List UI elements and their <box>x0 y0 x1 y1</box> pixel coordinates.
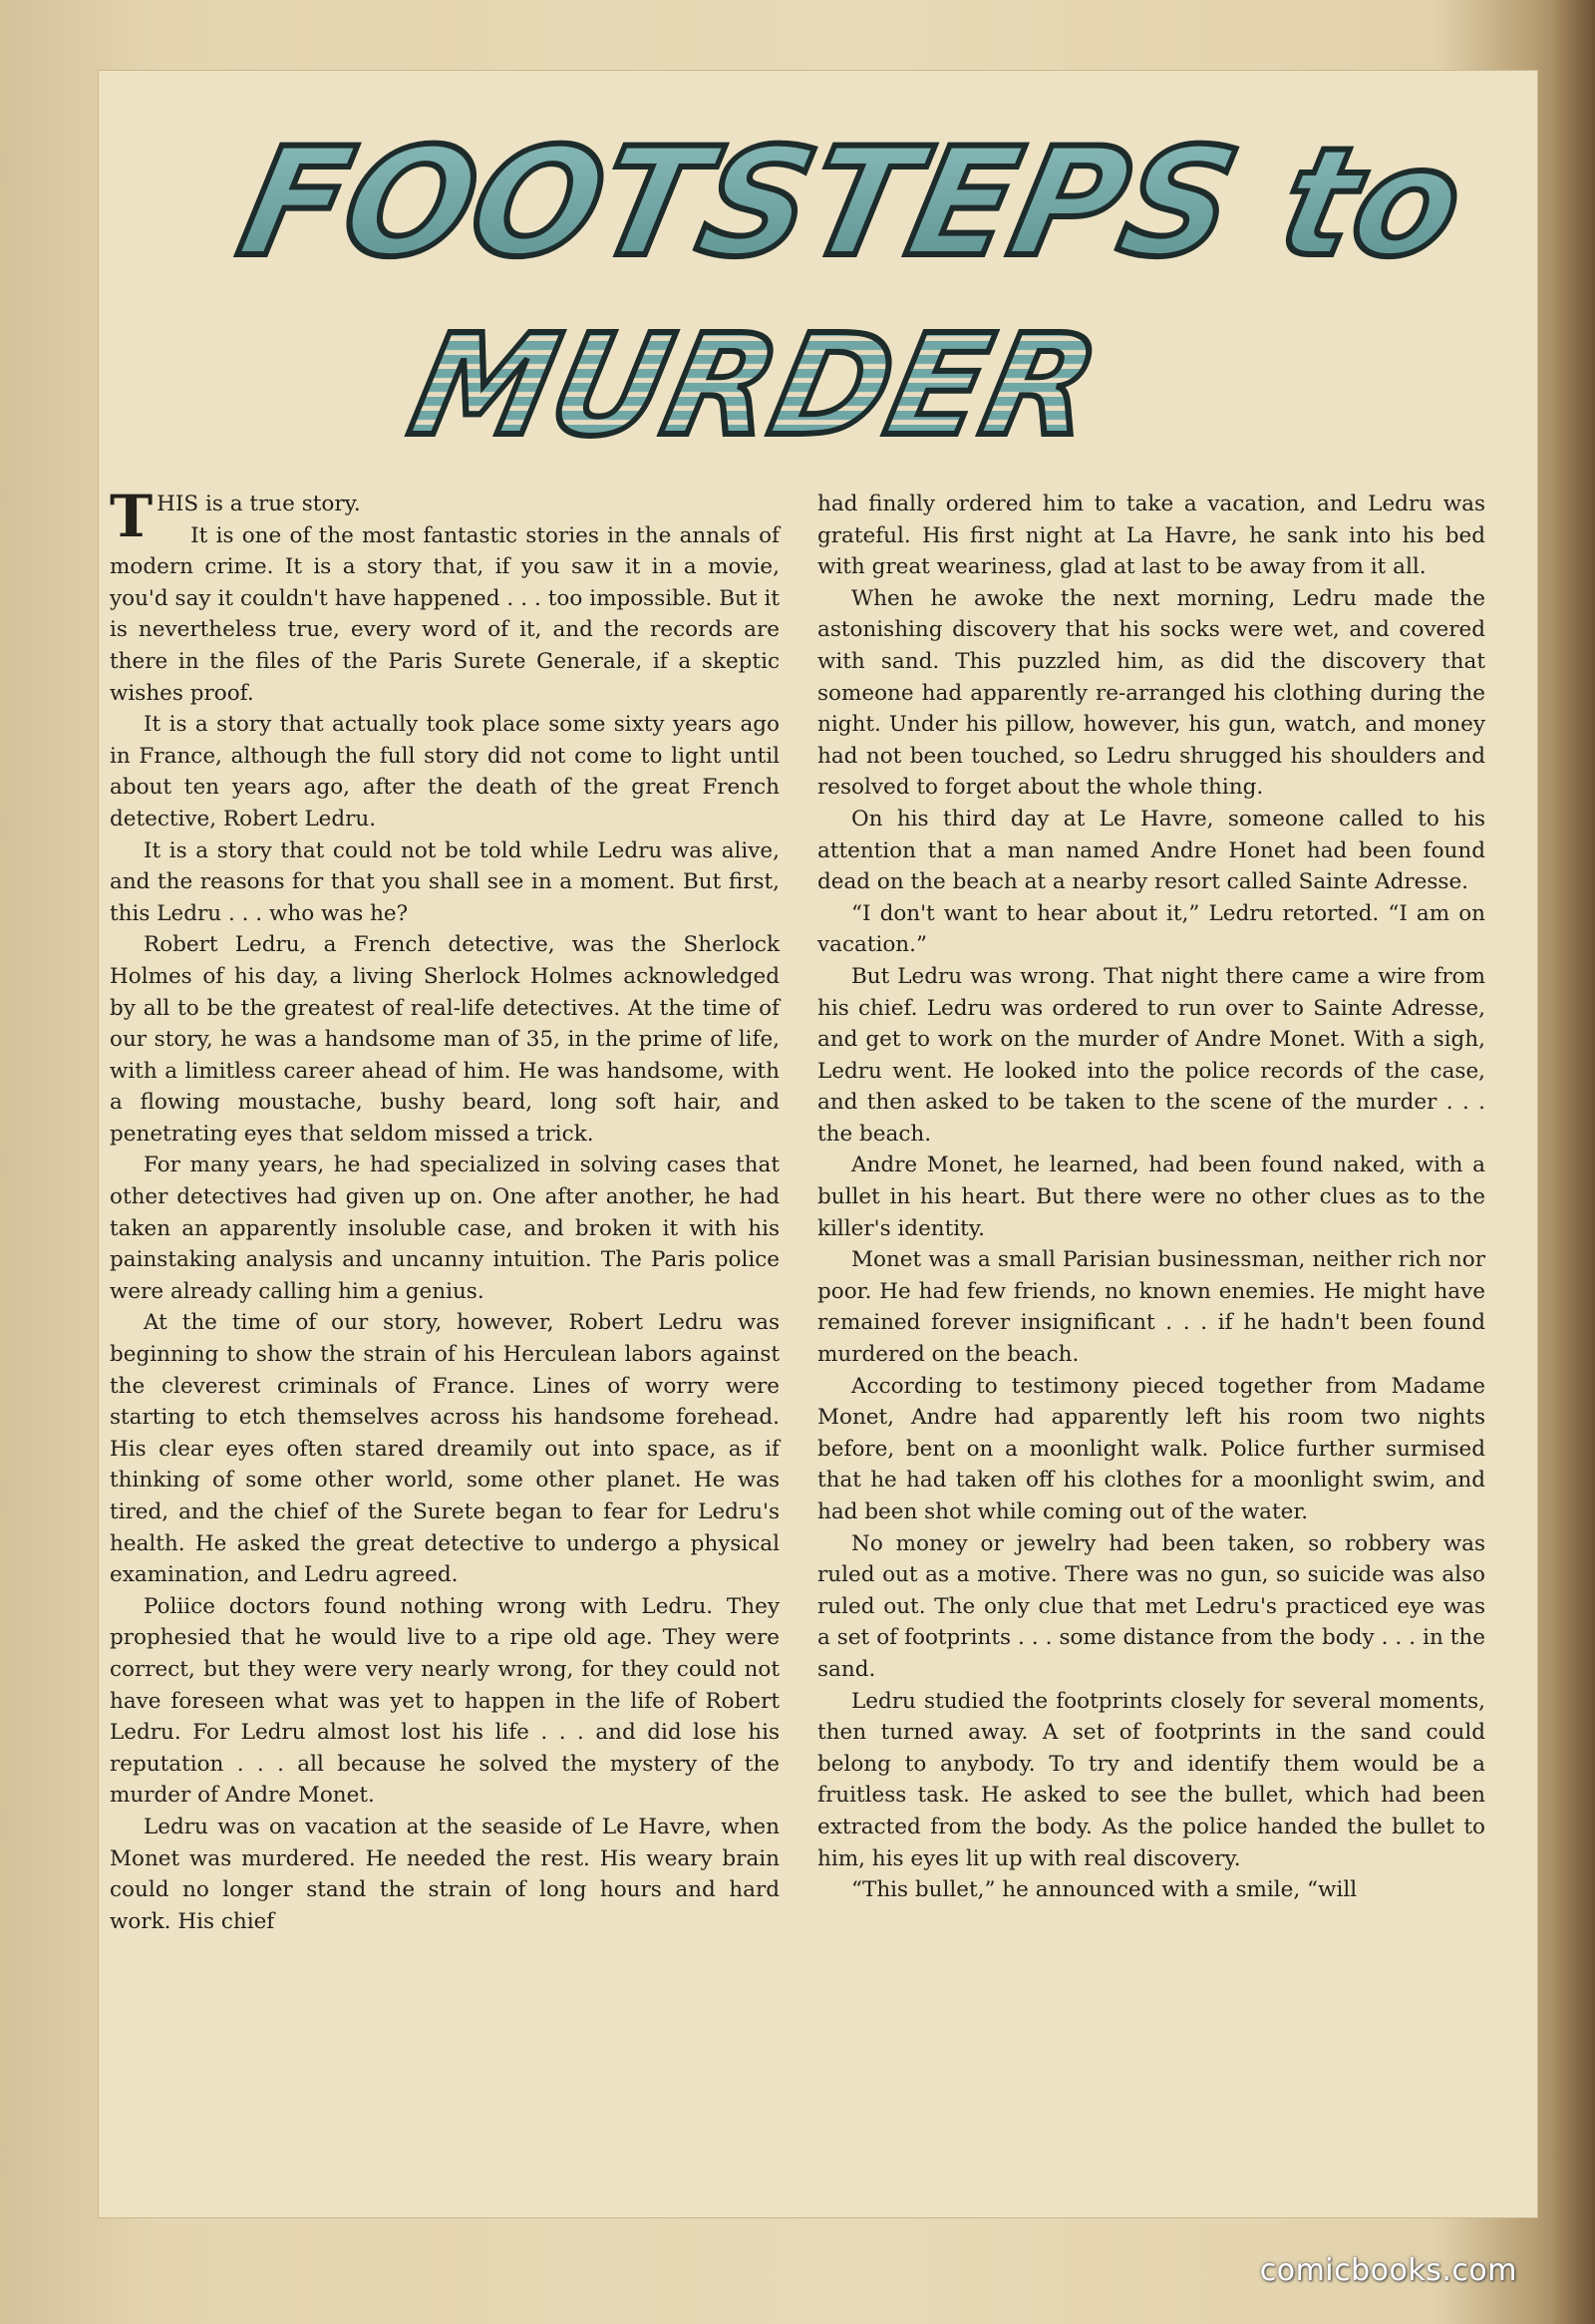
paragraph: Monet was a small Parisian businessman, neither rich nor poor. He had few friends, no known enemies. He might have remained forever insignificant . . . if he hadn't been found murdered on the beach. <box>817 1247 1485 1368</box>
paragraph: Robert Ledru, a French detective, was the Sherlock Holmes of his day, a living Sherlock Holmes acknowledged by all to be the greatest of real-life detectives. At the time of our story, he was a handsome man of 35, in the prime of life, with a limitless career ahead of him. He was handsome, with a flowing moustache, bushy beard, long soft hair, and penetrating eyes that seldom missed a trick. <box>110 932 780 1147</box>
paragraph: At the time of our story, however, Robert Ledru was beginning to show the strain of his Herculean labors against the cleverest criminals of France. Lines of worry were starting to etch themselves across his handsome forehead. His clear eyes often stared dreamily out into space, as if thinking of some other world, some other planet. He was tired, and the chief of the Surete began to fear for Ledru's health. He asked the great detective to undergo a physical examination, and Ledru agreed. <box>110 1310 780 1588</box>
paragraph: But Ledru was wrong. That night there came a wire from his chief. Ledru was ordered to run over to Sainte Adresse, and get to work on the murder of Andre Monet. With a sigh, Ledru went. He looked into the police records of the case, and then asked to be taken to the scene of the murder . . . the beach. <box>817 963 1485 1147</box>
paragraph: Poliice doctors found nothing wrong with Ledru. They prophesied that he would live to a ripe old age. They were correct, but they were very nearly wrong, for they could not have foreseen what was yet to happen in the life of Robert Ledru. For Ledru almost lost his life . . . and did lose his reputation . . . all because he solved the mystery of the murder of Andre Monet. <box>110 1593 780 1809</box>
left-text-column <box>110 483 780 1937</box>
paragraph: “I don't want to hear about it,” Ledru retorted. “I am on vacation.” <box>817 900 1485 958</box>
continued-paragraph: had finally ordered him to take a vacation, and Ledru was grateful. His first night at La Havre, he sank into his bed with great weariness, glad at last to be away from it all. <box>817 492 1485 580</box>
title-line-1: FOOTSTEPS to <box>226 115 1478 290</box>
paragraph: No money or jewelry had been taken, so robbery was ruled out as a motive. There was no gun, so suicide was also ruled out. The only clue that met Ledru's practiced eye was a set of footprints . . . some distance from the body . . . in the sand. <box>817 1530 1485 1682</box>
paragraph: For many years, he had specialized in solving cases that other detectives had given up on. One after another, he had taken an apparently insoluble case, and broken it with his painstaking analysis and uncanny intuition. The Paris police were already calling him a genius. <box>110 1153 780 1304</box>
paragraph: Ledru studied the footprints closely for several moments, then turned away. A set of footprints in the sand could belong to anybody. To try and identify them would be a fruitless task. He asked to see the bullet, which had been extracted from the body. As the police handed the bullet to him, his eyes lit up with real discovery. <box>817 1688 1485 1871</box>
paragraph: “This bullet,” he announced with a smile, “will <box>851 1877 1358 1903</box>
page-spine <box>1553 0 1595 2324</box>
paragraph: On his third day at Le Havre, someone called to his attention that a man named Andre Honet had been found dead on the beach at a nearby resort called Sainte Adresse. <box>817 806 1485 895</box>
right-text-column <box>817 489 1485 1906</box>
paragraph: It is a story that could not be told while Ledru was alive, and the reasons for that you shall see in a moment. But first, this Ledru . . . who was he? <box>110 837 780 926</box>
opening-paragraph: THIS is a true story. <box>110 483 361 550</box>
paragraph: Ledru was on vacation at the seaside of Le Havre, when Monet was murdered. He needed the rest. His weary brain could no longer stand the strain of long hours and hard work. His chief <box>110 1814 780 1934</box>
drop-cap: T <box>110 483 154 550</box>
paragraph: It is one of the most fantastic stories in the annals of modern crime. It is a story that, if you saw it in a movie, you'd say it couldn't have happened . . . too impossible. But it is nevertheless true, every word of it, and the records are there in the files of the Paris Surete Generale, if a skeptic wishes proof. <box>110 522 780 706</box>
story-title <box>226 90 1478 469</box>
paragraph: It is a story that actually took place some sixty years ago in France, although the full story did not come to light until about ten years ago, after the death of the great French detective, Robert Ledru. <box>110 712 780 831</box>
site-watermark: comicbooks.com <box>1259 2253 1517 2288</box>
paragraph: According to testimony pieced together from Madame Monet, Andre had apparently left his room two nights before, bent on a moonlight walk. Police further surmised that he had taken off his clothes for a moonlight swim, and had been shot while coming out of the water. <box>817 1373 1485 1524</box>
paragraph: When he awoke the next morning, Ledru made the astonishing discovery that his socks were wet, and covered with sand. This puzzled him, as did the discovery that someone had apparently re-arranged his clothing during the night. Under his pillow, however, his gun, watch, and money had not been touched, so Ledru shrugged his shoulders and resolved to forget about the whole thing. <box>817 585 1485 801</box>
paragraph: Andre Monet, he learned, had been found naked, with a bullet in his heart. But there were no other clues as to the killer's identity. <box>817 1153 1485 1241</box>
title-line-2: MURDER <box>398 305 1112 468</box>
